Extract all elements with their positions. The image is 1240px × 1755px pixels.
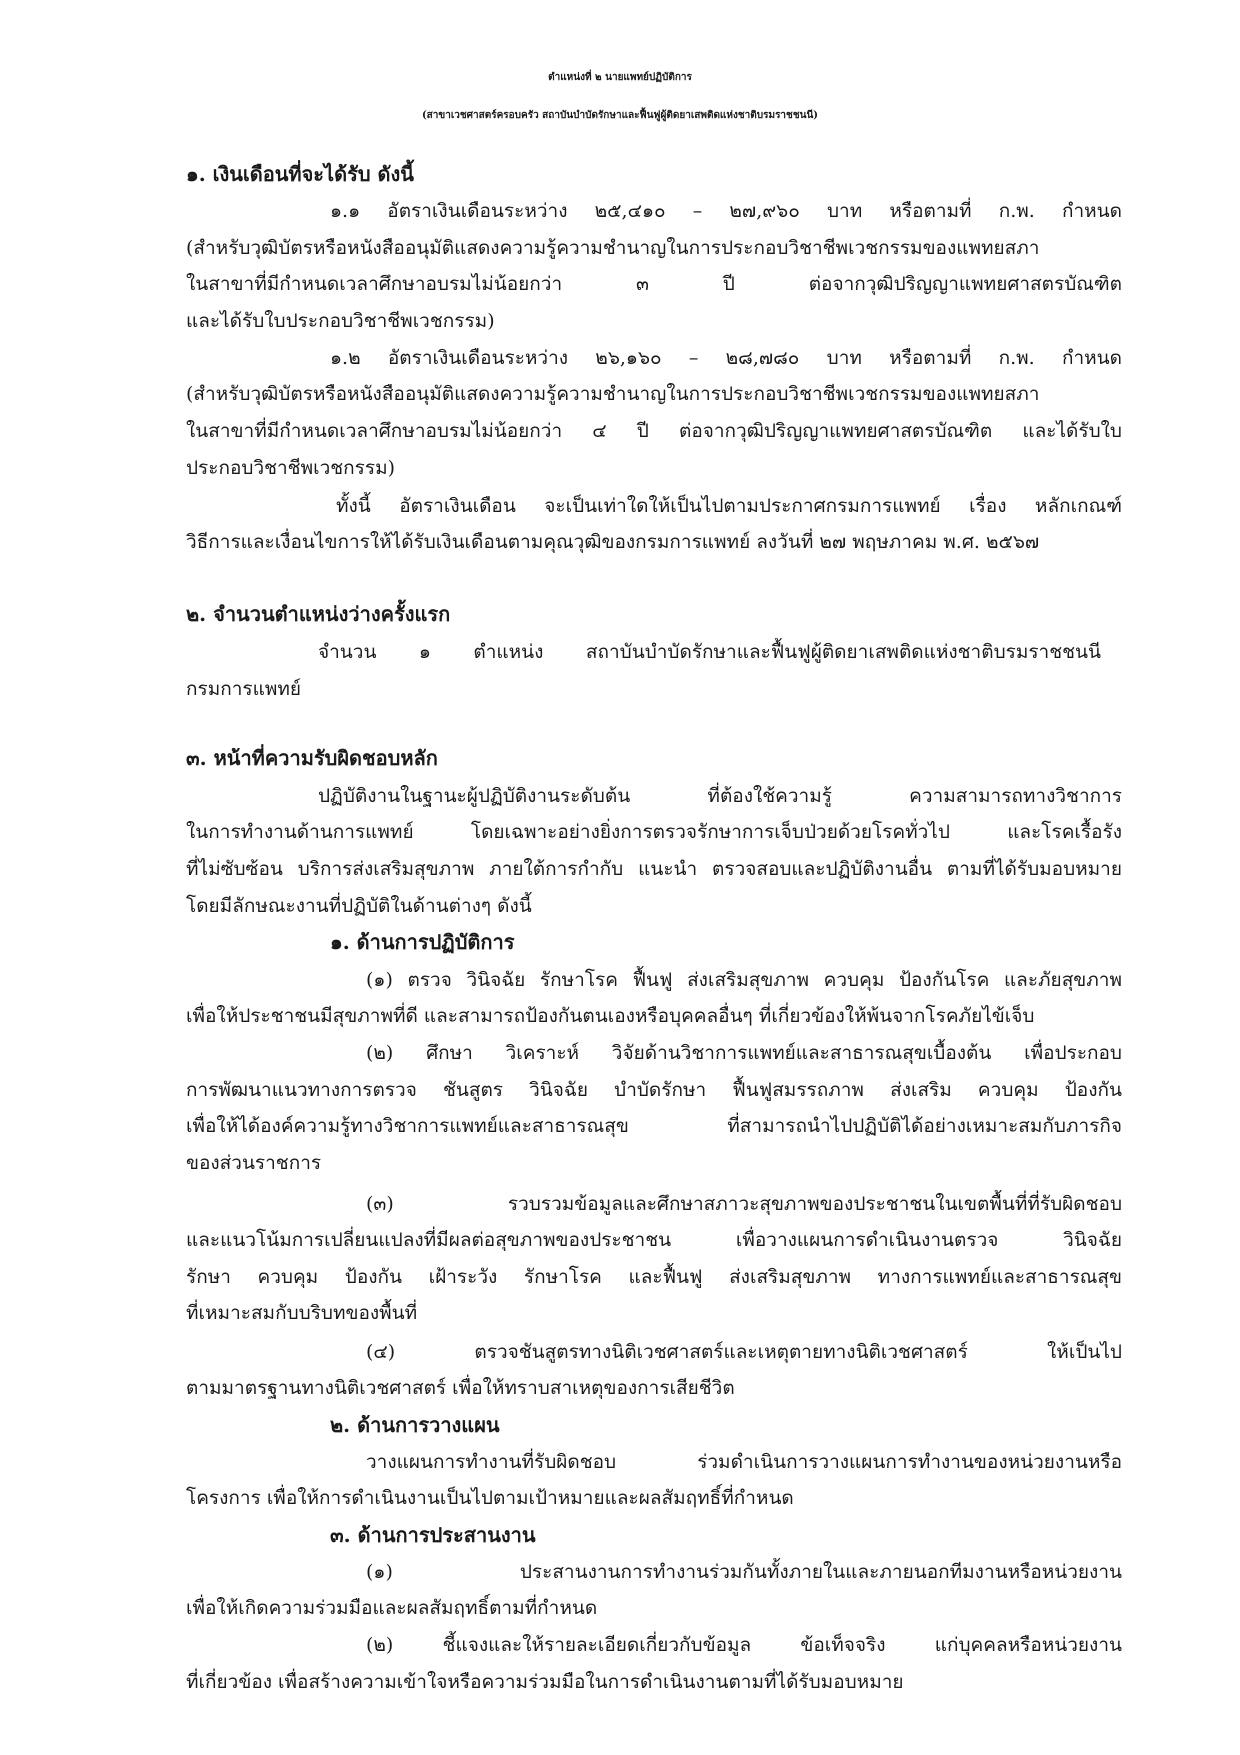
paragraph-line: (สำหรับวุฒิบัตรหรือหนังสืออนุมัติแสดงความรู้ความชำนาญในการประกอบวิชาชีพเวชกรรมของแพทยสภา — [186, 383, 1040, 405]
subsection-coordination-heading: ๓. ด้านการประสานงาน — [330, 1523, 536, 1547]
paragraph-line: และได้รับใบประกอบวิชาชีพเวชกรรม) — [186, 310, 495, 332]
paragraph-line: รักษา ควบคุม ป้องกัน เฝ้าระวัง รักษาโรค และฟื้นฟู ส่งเสริมสุขภาพ ทางการแพทย์และสาธารณสุข — [186, 1266, 1122, 1288]
paragraph-line: วางแผนการทำงานที่รับผิดชอบ ร่วมดำเนินการวางแผนการทำงานของหน่วยงานหรือ — [366, 1451, 1122, 1473]
salary-rate-1: ๑.๑ อัตราเงินเดือนระหว่าง ๒๕,๔๑๐ – ๒๗,๙๖๐ บาท หรือตามที่ ก.พ. กำหนด — [330, 200, 1122, 222]
paragraph-line: เพื่อให้ได้องค์ความรู้ทางวิชาการแพทย์และสาธารณสุข ที่สามารถนำไปปฏิบัติได้อย่างเหมาะสมกับภารกิจ — [186, 1115, 1122, 1137]
subsection-operations-heading: ๑. ด้านการปฏิบัติการ — [330, 930, 515, 954]
salary-rate-2: ๑.๒ อัตราเงินเดือนระหว่าง ๒๖,๑๖๐ – ๒๘,๗๘๐ บาท หรือตามที่ ก.พ. กำหนด — [330, 347, 1122, 369]
paragraph-line: ที่ไม่ซับซ้อน บริการส่งเสริมสุขภาพ ภายใต้การกำกับ แนะนำ ตรวจสอบและปฏิบัติงานอื่น ตามที่ได้รับมอบหมาย — [186, 858, 1122, 880]
paragraph-line: (สำหรับวุฒิบัตรหรือหนังสืออนุมัติแสดงความรู้ความชำนาญในการประกอบวิชาชีพเวชกรรมของแพทยสภา — [186, 237, 1040, 259]
paragraph-line: ที่เกี่ยวข้อง เพื่อสร้างความเข้าใจหรือความร่วมมือในการดำเนินงานตามที่ได้รับมอบหมาย — [186, 1671, 904, 1693]
section-1-heading: ๑. เงินเดือนที่จะได้รับ ดังนี้ — [186, 162, 414, 186]
paragraph-line: ในสาขาที่มีกำหนดเวลาศึกษาอบรมไม่น้อยกว่า ๔ ปี ต่อจากวุฒิปริญญาแพทยศาสตรบัณฑิต และได้รับใบ — [186, 420, 1122, 442]
duty-item: (๑) ตรวจ วินิจฉัย รักษาโรค ฟื้นฟู ส่งเสริมสุขภาพ ควบคุม ป้องกันโรค และภัยสุขภาพ — [366, 969, 1122, 991]
paragraph-line: ของส่วนราชการ — [186, 1152, 322, 1174]
vacancy-count: จำนวน ๑ ตำแหน่ง สถาบันบำบัดรักษาและฟื้นฟูผู้ติดยาเสพติดแห่งชาติบรมราชชนนี — [318, 641, 1101, 663]
duty-item: (๒) ชี้แจงและให้รายละเอียดเกี่ยวกับข้อมูล ข้อเท็จจริง แก่บุคคลหรือหน่วยงาน — [366, 1634, 1122, 1656]
paragraph-line: ที่เหมาะสมกับบริบทของพื้นที่ — [186, 1302, 418, 1324]
duty-item: (๑) ประสานงานการทำงานร่วมกันทั้งภายในและภายนอกทีมงานหรือหน่วยงาน — [366, 1561, 1122, 1583]
duty-item: (๔) ตรวจชันสูตรทางนิติเวชศาสตร์และเหตุตายทางนิติเวชศาสตร์ ให้เป็นไป — [366, 1341, 1122, 1363]
section-3-heading: ๓. หน้าที่ความรับผิดชอบหลัก — [186, 746, 438, 770]
paragraph-line: โครงการ เพื่อให้การดำเนินงานเป็นไปตามเป้าหมายและผลสัมฤทธิ์ที่กำหนด — [186, 1487, 794, 1509]
paragraph-line: ในการทำงานด้านการแพทย์ โดยเฉพาะอย่างยิ่งการตรวจรักษาการเจ็บป่วยด้วยโรคทั่วไป และโรคเรื้อรัง — [186, 821, 1122, 843]
duty-item: (๒) ศึกษา วิเคราะห์ วิจัยด้านวิชาการแพทย์และสาธารณสุขเบื้องต้น เพื่อประกอบ — [366, 1042, 1122, 1064]
salary-note: ทั้งนี้ อัตราเงินเดือน จะเป็นเท่าใดให้เป็นไปตามประกาศกรมการแพทย์ เรื่อง หลักเกณฑ์ — [336, 495, 1122, 517]
duty-item: (๓) รวบรวมข้อมูลและศึกษาสภาวะสุขภาพของประชาชนในเขตพื้นที่ที่รับผิดชอบ — [366, 1193, 1122, 1215]
paragraph-line: เพื่อให้ประชาชนมีสุขภาพที่ดี และสามารถป้องกันตนเองหรือบุคคลอื่นๆ ที่เกี่ยวข้องให้พ้นจากโรคภัยไข้เจ็บ — [186, 1005, 1035, 1027]
paragraph-line: วิธีการและเงื่อนไขการให้ได้รับเงินเดือนตามคุณวุฒิของกรมการแพทย์ ลงวันที่ ๒๗ พฤษภาคม พ.ศ. ๒๕๖๗ — [186, 531, 1040, 553]
section-2-heading: ๒. จำนวนตำแหน่งว่างครั้งแรก — [186, 602, 451, 626]
page-title: ตำแหน่งที่ ๒ นายแพทย์ปฏิบัติการ — [548, 72, 692, 83]
paragraph-line: ตามมาตรฐานทางนิติเวชศาสตร์ เพื่อให้ทราบสาเหตุของการเสียชีวิต — [186, 1377, 735, 1399]
paragraph-line: ประกอบวิชาชีพเวชกรรม) — [186, 457, 396, 479]
page-subtitle: (สาขาเวชศาสตร์ครอบครัว สถาบันบำบัดรักษาและฟื้นฟูผู้ติดยาเสพติดแห่งชาติบรมราชชนนี) — [421, 110, 819, 121]
paragraph-line: และแนวโน้มการเปลี่ยนแปลงที่มีผลต่อสุขภาพของประชาชน เพื่อวางแผนการดำเนินงานตรวจ วินิจฉัย — [186, 1229, 1122, 1251]
paragraph-line: ปฏิบัติงานในฐานะผู้ปฏิบัติงานระดับต้น ที่ต้องใช้ความรู้ ความสามารถทางวิชาการ — [318, 785, 1122, 807]
paragraph-line: โดยมีลักษณะงานที่ปฏิบัติในด้านต่างๆ ดังนี้ — [186, 895, 532, 917]
paragraph-line: ในสาขาที่มีกำหนดเวลาศึกษาอบรมไม่น้อยกว่า ๓ ปี ต่อจากวุฒิปริญญาแพทยศาสตรบัณฑิต — [186, 273, 1122, 295]
subsection-planning-heading: ๒. ด้านการวางแผน — [330, 1413, 500, 1437]
paragraph-line: เพื่อให้เกิดความร่วมมือและผลสัมฤทธิ์ตามที่กำหนด — [186, 1597, 598, 1619]
paragraph-line: การพัฒนาแนวทางการตรวจ ชันสูตร วินิจฉัย บำบัดรักษา ฟื้นฟูสมรรถภาพ ส่งเสริม ควบคุม ป้องกัน — [186, 1079, 1122, 1101]
paragraph-line: กรมการแพทย์ — [186, 678, 302, 700]
